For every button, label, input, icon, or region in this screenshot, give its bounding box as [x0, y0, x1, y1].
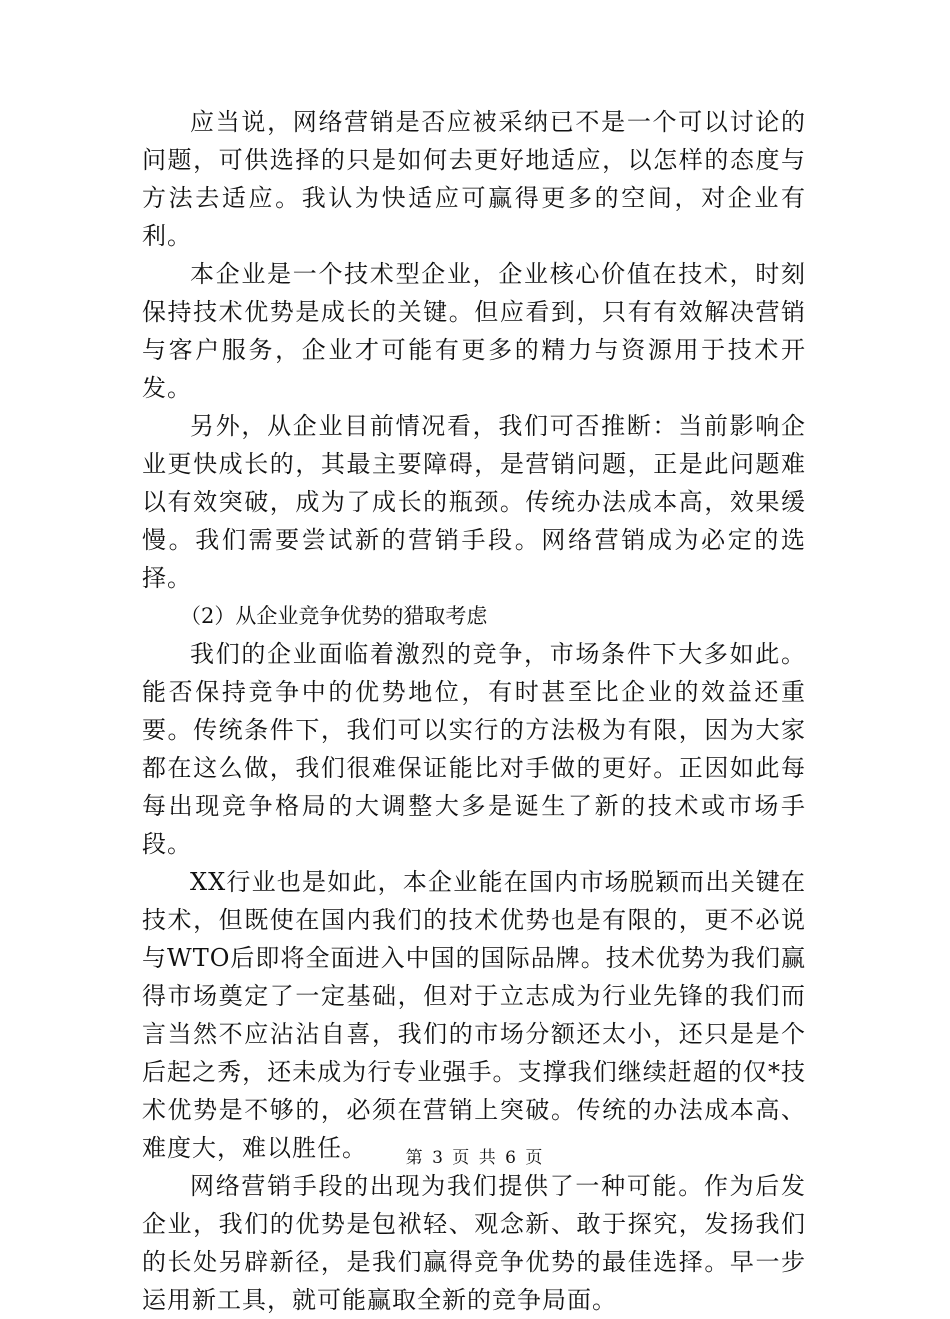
paragraph-6: 网络营销手段的出现为我们提供了一种可能。作为后发企业，我们的优势是包袱轻、观念新、敢于探究，发扬我们的长处另辟新径，是我们赢得竞争优势的最佳选择。早一步运用新工具，就可能赢取全新的竞争局面。: [142, 1172, 806, 1314]
paragraph-2: 本企业是一个技术型企业，企业核心价值在技术，时刻保持技术优势是成长的关键。但应看到，只有有效解决营销与客户服务，企业才可能有更多的精力与资源用于技术开发。: [142, 260, 806, 402]
paragraph-5: XX行业也是如此，本企业能在国内市场脱颖而出关键在技术，但既使在国内我们的技术优势也是有限的，更不必说与WTO后即将全面进入中国的国际品牌。技术优势为我们赢得市场奠定了一定基础，但对于立志成为行业先锋的我们而言当然不应沾沾自喜，我们的市场分额还太小，还只是是个后起之秀，还未成为行专业强手。支撑我们继续赶超的仅*技术优势是不够的，必须在营销上突破。传统的办法成本高、难度大，难以胜任。: [142, 868, 806, 1162]
document-body: [142, 103, 806, 1319]
paragraph-4: 我们的企业面临着激烈的竞争，市场条件下大多如此。能否保持竞争中的优势地位，有时甚至比企业的效益还重要。传统条件下，我们可以实行的方法极为有限，因为大家都在这么做，我们很难保证能比对手做的更好。正因如此每每出现竞争格局的大调整大多是诞生了新的技术或市场手段。: [142, 640, 806, 858]
paragraph-3: 另外，从企业目前情况看，我们可否推断：当前影响企业更快成长的，其最主要障碍，是营销问题，正是此问题难以有效突破，成为了成长的瓶颈。传统办法成本高，效果缓慢。我们需要尝试新的营销手段。网络营销成为必定的选择。: [142, 412, 806, 592]
page-number-footer: 第 3 页 共 6 页: [405, 1148, 545, 1168]
paragraph-1: 应当说，网络营销是否应被采纳已不是一个可以讨论的问题，可供选择的只是如何去更好地适应，以怎样的态度与方法去适应。我认为快适应可赢得更多的空间，对企业有利。: [142, 108, 806, 250]
section-heading: （2）从企业竞争优势的猎取考虑: [180, 604, 488, 628]
